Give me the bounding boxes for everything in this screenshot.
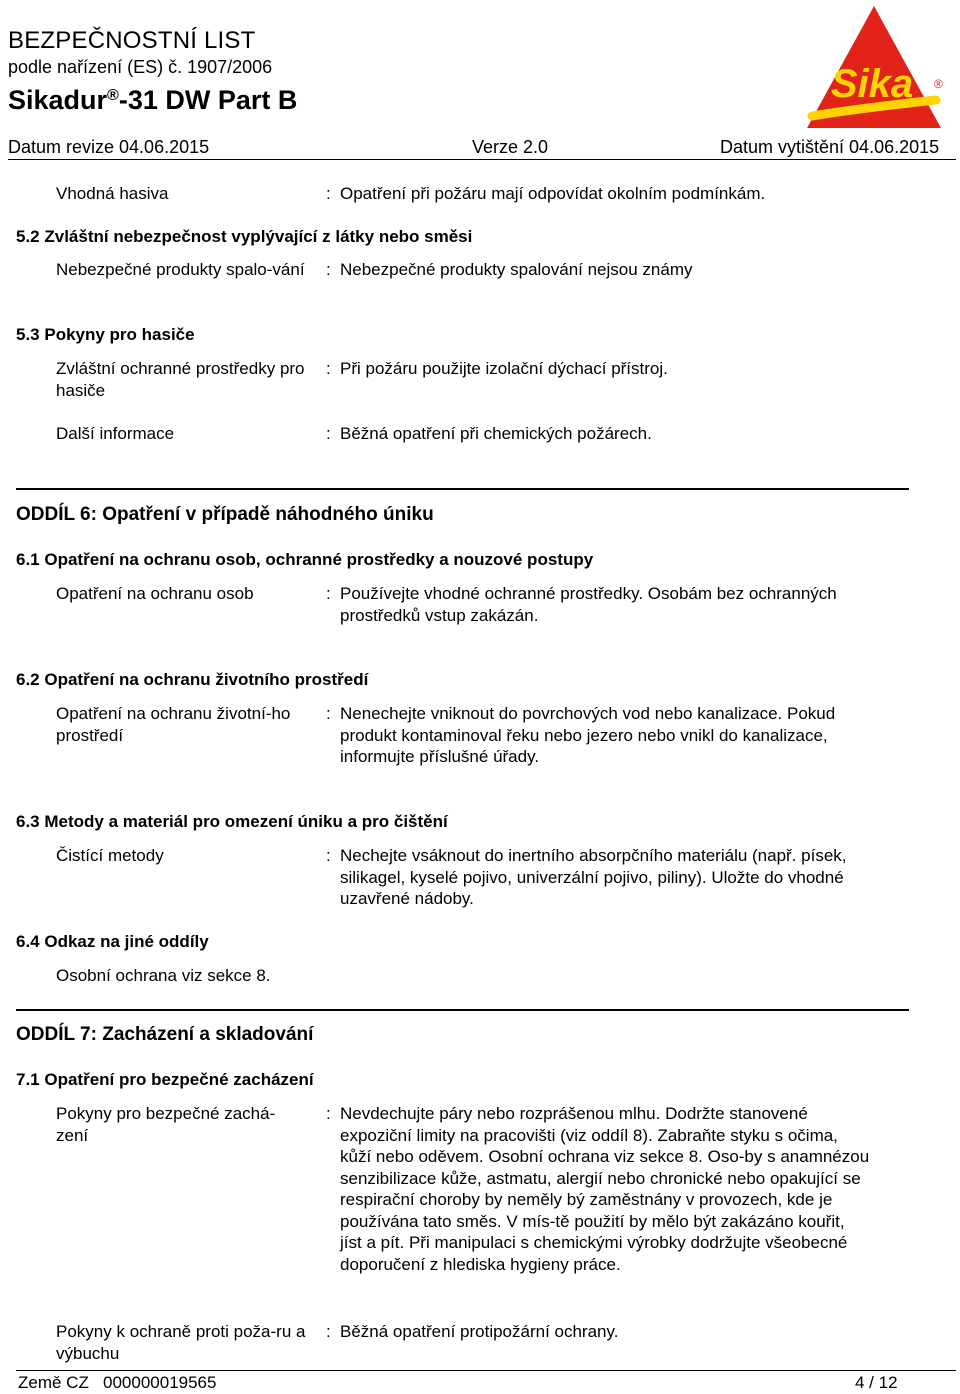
field-value: Běžná opatření protipožární ochrany.: [340, 1322, 619, 1341]
country-document-number: Země CZ 000000019565: [18, 1373, 217, 1392]
field-colon: :: [326, 1104, 331, 1123]
sika-logo-icon: [804, 4, 944, 130]
reference-text: Osobní ochrana viz sekce 8.: [56, 966, 271, 985]
section-6-title: ODDÍL 6: Opatření v případě náhodného úniku: [16, 504, 434, 525]
field-label: Opatření na ochranu osob: [56, 584, 254, 603]
subsection-5-2-title: 5.2 Zvláštní nebezpečnost vyplývající z látky nebo směsi: [16, 227, 473, 246]
field-colon: :: [326, 260, 331, 279]
field-colon: :: [326, 846, 331, 865]
registered-mark: ®: [107, 87, 119, 104]
field-colon: :: [326, 424, 331, 443]
subsection-6-1-title: 6.1 Opatření na ochranu osob, ochranné prostředky a nouzové postupy: [16, 550, 594, 569]
field-cleaning-methods: [56, 845, 916, 910]
field-colon: :: [326, 584, 331, 603]
field-label: Opatření na ochranu životní-ho prostředí: [56, 704, 291, 745]
field-label: Pokyny k ochraně proti poža-ru a výbuchu: [56, 1322, 306, 1363]
logo-registered-mark: ®: [934, 77, 943, 91]
field-label: Nebezpečné produkty spalo-vání: [56, 260, 305, 279]
field-colon: :: [326, 359, 331, 378]
field-colon: :: [326, 184, 331, 203]
logo-wordmark: Sika: [830, 62, 914, 106]
subsection-7-1-title: 7.1 Opatření pro bezpečné zacházení: [16, 1070, 314, 1089]
print-date: Datum vytištění 04.06.2015: [720, 137, 940, 157]
field-value: Běžná opatření při chemických požárech.: [340, 424, 652, 443]
field-further-information: [56, 423, 916, 445]
field-value: Nechejte vsáknout do inertního absorpčního materiálu (např. písek, silikagel, kyselé pojivo, univerzální pojivo, piliny). Uložte do vhodné uzavřené nádoby.: [340, 846, 847, 908]
document-footer: [0, 1370, 960, 1394]
subsection-6-4-title: 6.4 Odkaz na jiné oddíly: [16, 932, 209, 951]
footer-divider: [16, 1370, 956, 1371]
field-extinguishing-media: [56, 183, 916, 205]
field-label: Čistící metody: [56, 846, 164, 865]
field-colon: :: [326, 1322, 331, 1341]
document-title: BEZPEČNOSTNÍ LIST: [8, 27, 256, 54]
field-personal-precautions: [56, 583, 916, 626]
product-name: [8, 80, 297, 116]
subsection-6-2-title: 6.2 Opatření na ochranu životního prostředí: [16, 670, 369, 689]
field-value: Nebezpečné produkty spalování nejsou známy: [340, 260, 693, 279]
field-label: Pokyny pro bezpečné zachá-zení: [56, 1104, 276, 1145]
subsection-5-3-title: 5.3 Pokyny pro hasiče: [16, 325, 195, 344]
header-divider: [8, 159, 956, 160]
subsection-6-3-title: 6.3 Metody a materiál pro omezení úniku a pro čištění: [16, 812, 448, 831]
field-value: Nenechejte vniknout do povrchových vod nebo kanalizace. Pokud produkt kontaminoval řeku nebo jezero nebo vnikl do kanalizace, informujte příslušné úřady.: [340, 704, 836, 766]
field-value: Při požáru použijte izolační dýchací přístroj.: [340, 359, 668, 378]
product-name-base: Sikadur: [8, 85, 108, 115]
section-7-title: ODDÍL 7: Zacházení a skladování: [16, 1024, 314, 1045]
revision-date: Datum revize 04.06.2015: [8, 137, 210, 157]
field-fire-explosion-protection: [56, 1321, 916, 1364]
field-value: Nevdechujte páry nebo rozprášenou mlhu. Dodržte stanovené expoziční limity na pracovišti (viz oddíl 8). Zabraňte styku s očima, kůží nebo oděvem. Osobní ochrana viz sekce 8. Oso-by s anamnézou senzibilizace kůže, astmatu, alergií nebo chronické nebo opakující se respirační choroby by neměly bý zaměstnány v provozech, kde je používána tato směs. V mís-tě použití by mělo být zakázáno kouřit, jíst a pít. Při manipulaci s chemickými výrobky dodržujte všeobecné doporučení z hlediska hygieny práce.: [340, 1104, 870, 1274]
field-value: Opatření při požáru mají odpovídat okolním podmínkám.: [340, 184, 766, 203]
product-name-suffix: -31 DW Part B: [118, 85, 298, 115]
field-label: Zvláštní ochranné prostředky pro hasiče: [56, 359, 305, 400]
field-label: Vhodná hasiva: [56, 184, 169, 203]
section-7-divider: [16, 1009, 909, 1011]
field-hazardous-combustion-products: [56, 259, 916, 281]
field-colon: :: [326, 704, 331, 723]
field-environmental-precautions: [56, 703, 916, 768]
page-number: 4 / 12: [855, 1373, 898, 1392]
section-6-divider: [16, 488, 909, 490]
field-label: Další informace: [56, 424, 175, 443]
regulation-reference: podle nařízení (ES) č. 1907/2006: [8, 57, 273, 77]
field-firefighter-equipment: [56, 358, 916, 401]
document-header: [0, 0, 960, 160]
field-safe-handling: [56, 1103, 916, 1275]
version: Verze 2.0: [472, 137, 549, 157]
field-value: Používejte vhodné ochranné prostředky. Osobám bez ochranných prostředků vstup zakázán.: [340, 584, 837, 625]
